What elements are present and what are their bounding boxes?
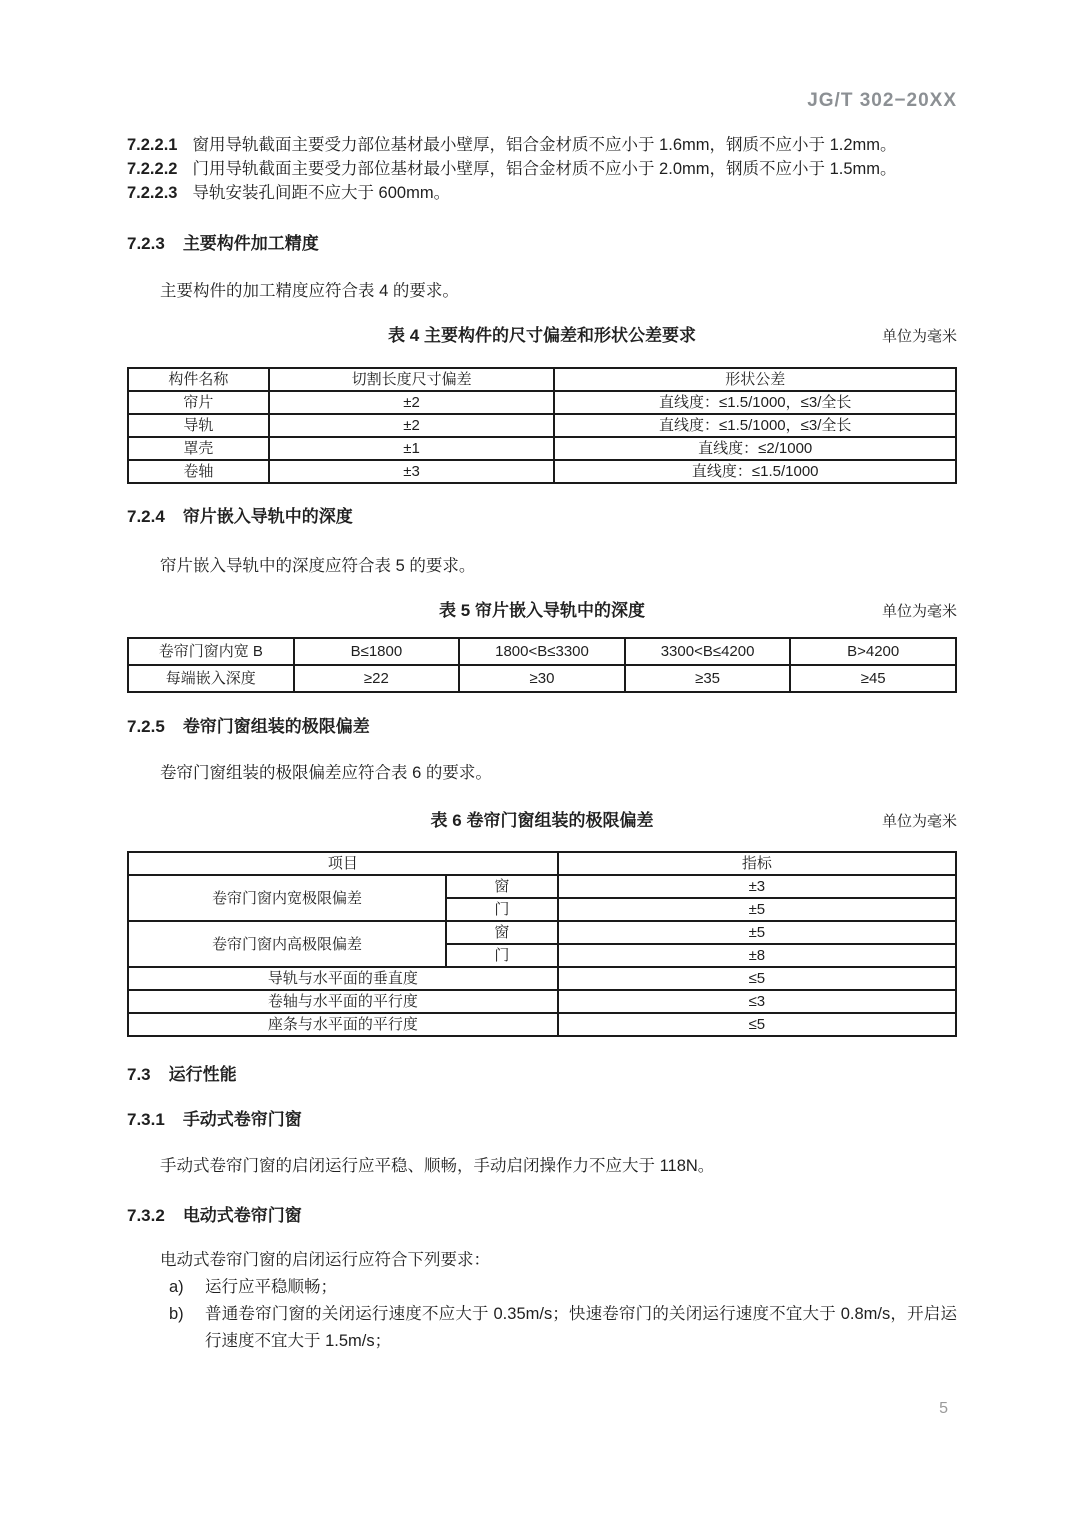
table-header-row bbox=[128, 852, 956, 875]
table-header-row bbox=[128, 368, 956, 391]
list-marker: b) bbox=[169, 1305, 184, 1323]
cell-tolerance: 直线度：≤1.5/1000 bbox=[554, 460, 956, 483]
cell-value: ≤5 bbox=[558, 967, 956, 990]
cell-value: ±5 bbox=[558, 898, 956, 921]
cell-sub-label: 门 bbox=[446, 898, 558, 921]
table-row bbox=[128, 460, 956, 483]
table-row bbox=[128, 665, 956, 692]
section-title: 主要构件加工精度 bbox=[182, 234, 319, 253]
section-number: 7.3.1 bbox=[127, 1110, 165, 1129]
table-row bbox=[128, 391, 956, 414]
clause-text: 导轨安装孔间距不应大于 600mm。 bbox=[192, 184, 451, 202]
cell-component: 卷轴 bbox=[128, 460, 269, 483]
cell-item-label: 卷轴与水平面的平行度 bbox=[128, 990, 558, 1013]
table4-caption: 表 4 主要构件的尺寸偏差和形状公差要求 bbox=[388, 326, 696, 345]
cell-component: 帘片 bbox=[128, 391, 269, 414]
cell-group-label: 卷帘门窗内高极限偏差 bbox=[128, 921, 446, 967]
clause-number: 7.2.2.1 bbox=[127, 136, 178, 154]
section-number: 7.2.3 bbox=[127, 234, 165, 253]
clause-text: 门用导轨截面主要受力部位基材最小壁厚，铝合金材质不应小于 2.0mm，钢质不应小于 1.5mm。 bbox=[192, 160, 897, 178]
clause-number: 7.2.2.2 bbox=[127, 160, 178, 178]
paragraph-7-2-3: 主要构件的加工精度应符合表 4 的要求。 bbox=[160, 282, 459, 300]
cell-range: B>4200 bbox=[790, 638, 956, 665]
table-header-row bbox=[128, 638, 956, 665]
cell-range: 1800<B≤3300 bbox=[459, 638, 625, 665]
section-number: 7.2.5 bbox=[127, 717, 165, 736]
clause-text: 窗用导轨截面主要受力部位基材最小壁厚，铝合金材质不应小于 1.6mm，钢质不应小于 1.2mm。 bbox=[192, 136, 897, 154]
cell-range: 3300<B≤4200 bbox=[625, 638, 791, 665]
cell-tolerance: 直线度：≤1.5/1000，≤3/全长 bbox=[554, 414, 956, 437]
header-cell-index: 指标 bbox=[558, 852, 956, 875]
cell-value: ≤5 bbox=[558, 1013, 956, 1036]
cell-depth-label: 每端嵌入深度 bbox=[128, 665, 294, 692]
section-title: 帘片嵌入导轨中的深度 bbox=[182, 507, 353, 526]
cell-value: ±8 bbox=[558, 944, 956, 967]
paragraph-7-2-4: 帘片嵌入导轨中的深度应符合表 5 的要求。 bbox=[160, 557, 476, 575]
cell-sub-label: 窗 bbox=[446, 875, 558, 898]
table5-caption: 表 5 帘片嵌入导轨中的深度 bbox=[439, 601, 645, 620]
cell-deviation: ±2 bbox=[269, 414, 555, 437]
cell-sub-label: 门 bbox=[446, 944, 558, 967]
cell-deviation: ±3 bbox=[269, 460, 555, 483]
clause-number: 7.2.2.3 bbox=[127, 184, 178, 202]
paragraph-7-3-1: 手动式卷帘门窗的启闭运行应平稳、顺畅，手动启闭操作力不应大于 118N。 bbox=[160, 1157, 715, 1175]
list-marker: a) bbox=[169, 1278, 184, 1296]
header-cell: 构件名称 bbox=[128, 368, 269, 391]
clause-7-2-2-2 bbox=[127, 157, 957, 181]
paragraph-7-3-2-intro: 电动式卷帘门窗的启闭运行应符合下列要求： bbox=[160, 1251, 490, 1269]
requirement-list bbox=[127, 1274, 957, 1355]
clause-7-2-2-1 bbox=[127, 133, 957, 157]
table-row bbox=[128, 1013, 956, 1036]
section-number: 7.2.4 bbox=[127, 507, 165, 526]
cell-depth: ≥35 bbox=[625, 665, 791, 692]
section-number: 7.3.2 bbox=[127, 1206, 165, 1225]
table-5 bbox=[127, 637, 957, 693]
header-cell-item: 项目 bbox=[128, 852, 558, 875]
table-row bbox=[128, 921, 956, 944]
doc-code-header: JG/T 302−20XX bbox=[807, 90, 957, 111]
table-row bbox=[128, 414, 956, 437]
section-heading-7-2-3 bbox=[127, 232, 957, 256]
paragraph-7-2-5: 卷帘门窗组装的极限偏差应符合表 6 的要求。 bbox=[160, 764, 492, 782]
cell-width-label: 卷帘门窗内宽 B bbox=[128, 638, 294, 665]
cell-deviation: ±2 bbox=[269, 391, 555, 414]
section-title: 运行性能 bbox=[168, 1065, 237, 1084]
section-heading-7-3-1 bbox=[127, 1108, 957, 1132]
cell-component: 罩壳 bbox=[128, 437, 269, 460]
cell-tolerance: 直线度：≤1.5/1000，≤3/全长 bbox=[554, 391, 956, 414]
cell-value: ≤3 bbox=[558, 990, 956, 1013]
section-number: 7.3 bbox=[127, 1065, 151, 1084]
clause-7-2-2-3 bbox=[127, 181, 957, 205]
table-4 bbox=[127, 367, 957, 484]
table6-caption-row bbox=[127, 809, 957, 833]
table-6 bbox=[127, 851, 957, 1037]
table6-caption: 表 6 卷帘门窗组装的极限偏差 bbox=[430, 811, 654, 830]
cell-range: B≤1800 bbox=[294, 638, 460, 665]
table4-unit-label: 单位为毫米 bbox=[881, 328, 957, 345]
header-cell: 切割长度尺寸偏差 bbox=[269, 368, 555, 391]
list-item-a bbox=[168, 1274, 957, 1301]
page-number: 5 bbox=[939, 1400, 948, 1417]
section-heading-7-2-4 bbox=[127, 505, 957, 529]
section-title: 卷帘门窗组装的极限偏差 bbox=[182, 717, 370, 736]
section-heading-7-3 bbox=[127, 1063, 957, 1087]
table-row bbox=[128, 990, 956, 1013]
section-title: 电动式卷帘门窗 bbox=[182, 1206, 302, 1225]
cell-deviation: ±1 bbox=[269, 437, 555, 460]
cell-group-label: 卷帘门窗内宽极限偏差 bbox=[128, 875, 446, 921]
cell-component: 导轨 bbox=[128, 414, 269, 437]
cell-value: ±3 bbox=[558, 875, 956, 898]
cell-depth: ≥30 bbox=[459, 665, 625, 692]
list-text: 运行应平稳顺畅； bbox=[205, 1278, 337, 1296]
table-row bbox=[128, 875, 956, 898]
table5-caption-row bbox=[127, 599, 957, 623]
section-title: 手动式卷帘门窗 bbox=[182, 1110, 302, 1129]
list-text: 普通卷帘门窗的关闭运行速度不应大于 0.35m/s；快速卷帘门的关闭运行速度不宜大于 0.8m/s，开启运行速度不宜大于 1.5m/s； bbox=[205, 1305, 957, 1350]
cell-depth: ≥45 bbox=[790, 665, 956, 692]
cell-value: ±5 bbox=[558, 921, 956, 944]
section-heading-7-3-2 bbox=[127, 1204, 957, 1228]
cell-sub-label: 窗 bbox=[446, 921, 558, 944]
cell-item-label: 座条与水平面的平行度 bbox=[128, 1013, 558, 1036]
cell-depth: ≥22 bbox=[294, 665, 460, 692]
table4-caption-row bbox=[127, 324, 957, 348]
table-row bbox=[128, 437, 956, 460]
header-cell: 形状公差 bbox=[554, 368, 956, 391]
table5-unit-label: 单位为毫米 bbox=[881, 603, 957, 620]
section-heading-7-2-5 bbox=[127, 715, 957, 739]
table-row bbox=[128, 967, 956, 990]
table6-unit-label: 单位为毫米 bbox=[881, 813, 957, 830]
list-item-b bbox=[168, 1301, 957, 1355]
cell-tolerance: 直线度：≤2/1000 bbox=[554, 437, 956, 460]
cell-item-label: 导轨与水平面的垂直度 bbox=[128, 967, 558, 990]
